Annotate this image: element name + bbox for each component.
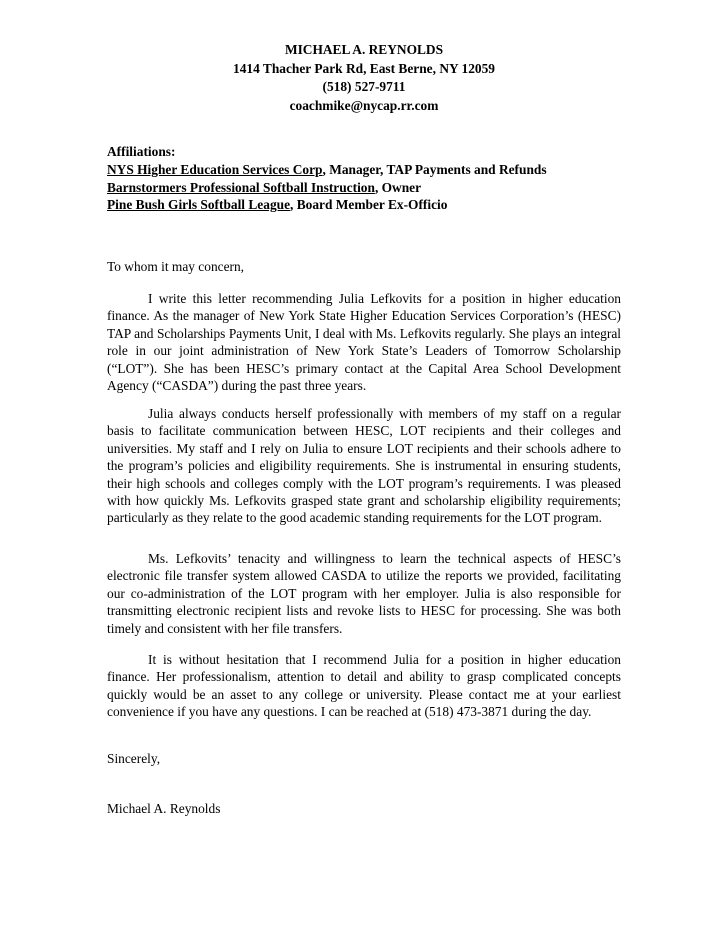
affiliation-org: NYS Higher Education Services Corp: [107, 161, 323, 177]
paragraph-text: I write this letter recommending Julia Lefkovits for a position in higher education finance. As the manager of New York State Higher Education Services Corporation’s (HESC) TAP and Scholarships Payments Unit, I deal with Ms. Lefkovits regularly. She plays an integral role in our joint administration of New York State’s Leaders of Tomorrow Scholarship (“LOT”). She has been HESC’s primary contact at the Capital Area School Development Agency (“CASDA”) during the past three years.: [107, 291, 621, 394]
signer-name: Michael A. Reynolds: [107, 801, 221, 816]
paragraph-text: Ms. Lefkovits’ tenacity and willingness to learn the technical aspects of HESC’s electronic file transfer system allowed CASDA to utilize the reports we provided, facilitating our co-administration of the LOT program with her employer. Julia is also responsible for transmitting electronic recipient lists and revoke lists to HESC for processing. She was both timely and consistent with her file transfers.: [107, 551, 621, 636]
affiliation-role: , Manager, TAP Payments and Refunds: [322, 161, 547, 177]
affiliation-item: [107, 196, 627, 214]
letter-paragraph: [107, 651, 621, 721]
affiliations-block: [107, 143, 627, 214]
paragraph-text: It is without hesitation that I recommend Julia for a position in higher education finance. Her professionalism, attention to detail and ability to grasp complicated concepts quickly would be an asset to any college or university. Please contact me at your earliest convenience if you have any questions. I can be reached at (518) 473-3871 during the day.: [107, 652, 621, 720]
affiliation-item: [107, 179, 627, 197]
paragraph-text: Julia always conducts herself professionally with members of my staff on a regular basis to facilitate communication between HESC, LOT recipients and their colleges and universities. My staff and I rely on Julia to ensure LOT recipients and their schools adhere to the program’s policies and eligibility requirements. She is instrumental in ensuring students, their high schools and colleges comply with the LOT program’s requirements. I was pleased with how quickly Ms. Lefkovits grasped state grant and scholarship eligibility requirements; particularly as they relate to the good academic standing requirements for the LOT program.: [107, 406, 621, 526]
affiliation-org: Barnstormers Professional Softball Instruction: [107, 179, 375, 195]
letter-paragraph: [107, 290, 621, 394]
sender-email: coachmike@nycap.rr.com: [289, 97, 439, 113]
affiliation-role: , Board Member Ex-Officio: [290, 197, 448, 213]
affiliations-heading: Affiliations:: [107, 144, 176, 159]
sender-phone: (518) 527-9711: [322, 79, 406, 94]
closing: Sincerely,: [107, 751, 161, 766]
letter-paragraph: [107, 550, 621, 637]
affiliation-org: Pine Bush Girls Softball League: [107, 197, 291, 213]
sender-name: MICHAEL A. REYNOLDS: [284, 42, 444, 57]
letter-paragraph: [107, 405, 621, 527]
affiliation-role: , Owner: [374, 179, 422, 195]
sender-address: 1414 Thacher Park Rd, East Berne, NY 12059: [233, 60, 495, 76]
salutation: To whom it may concern,: [107, 259, 245, 274]
affiliation-item: [107, 161, 627, 179]
letterhead: [0, 41, 728, 115]
